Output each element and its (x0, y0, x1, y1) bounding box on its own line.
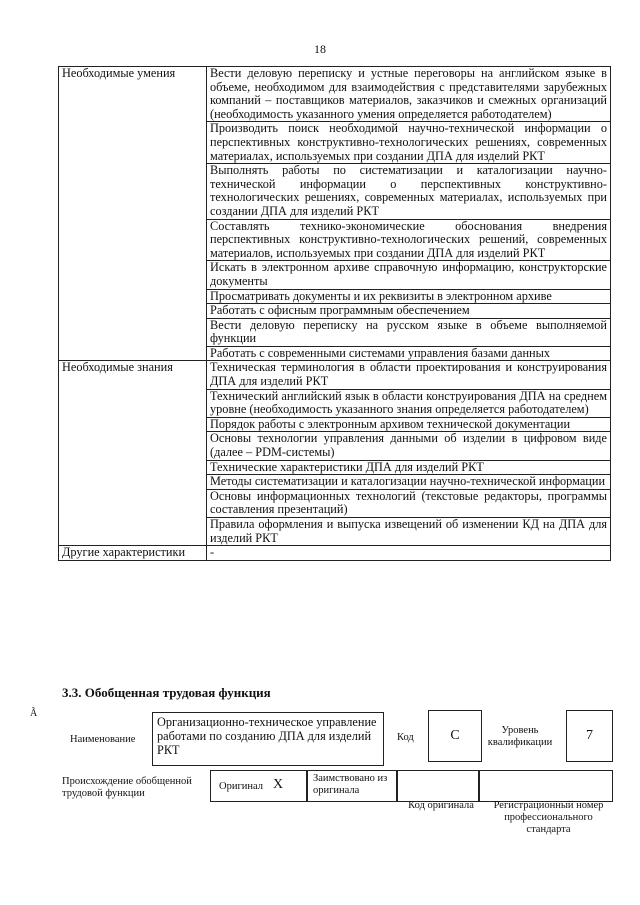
name-value-box (152, 712, 384, 766)
section-title: 3.3. Обобщенная трудовая функция (62, 685, 271, 700)
skills-label: Необходимые умения (59, 67, 207, 361)
borrowed-label: Заимствовано из оригинала (313, 773, 388, 796)
knowledge-item: Основы технологии управления данными об изделии в цифровом виде (далее – PDM-системы) (207, 432, 611, 460)
level-value-box (566, 710, 613, 762)
reg-number-label: Регистрационный номер профессионального стандарта (493, 800, 604, 835)
skills-item: Работать с офисным программным обеспечением (207, 304, 611, 319)
skills-item: Составлять технико-экономические обоснования внедрения перспективных конструктивно-технологических решений, современных материалов, используемых при создании ДПА для изделий РКТ (207, 219, 611, 261)
level-label: Уровень квалификации (487, 725, 553, 748)
skills-item: Работать с современными системами управления базами данных (207, 346, 611, 361)
skills-item: Вести деловую переписку и устные переговоры на английском языке в объеме, необходимом для взаимодействия с представителями зарубежных компаний – поставщиков материалов, заказчиков и смежных организаций (необходимость указанного умения определяется работодателем) (207, 67, 611, 122)
original-box (210, 770, 308, 802)
borrowed-box (306, 770, 398, 802)
skills-item: Вести деловую переписку на русском языке в объеме выполняемой функции (207, 318, 611, 346)
code-original-label: Код оригинала (408, 800, 474, 811)
table-row (59, 546, 611, 561)
margin-mark: Ã (30, 708, 38, 719)
table-row (59, 361, 611, 389)
skills-item: Просматривать документы и их реквизиты в электронном архиве (207, 289, 611, 304)
skills-item: Искать в электронном архиве справочную информацию, конструкторские документы (207, 261, 611, 289)
requirements-table (58, 66, 611, 561)
other-value: - (207, 546, 611, 561)
knowledge-item: Правила оформления и выпуска извещений об изменении КД на ДПА для изделий РКТ (207, 518, 611, 546)
original-label: Оригинал (219, 781, 263, 792)
knowledge-item: Методы систематизации и каталогизации научно-технической информации (207, 475, 611, 490)
code-label: Код (397, 732, 414, 743)
code-value: C (450, 728, 460, 743)
name-value: Организационно-техническое управление работами по созданию ДПА для изделий РКТ (157, 715, 377, 757)
code-original-box (396, 770, 480, 802)
name-label: Наименование (70, 734, 136, 745)
knowledge-item: Порядок работы с электронным архивом технической документации (207, 417, 611, 432)
knowledge-item: Техническая терминология в области проектирования и конструирования ДПА для изделий РКТ (207, 361, 611, 389)
level-value: 7 (586, 728, 593, 743)
skills-item: Производить поиск необходимой научно-технической информации о перспективных конструктивно-технологических решениях, современных материалах, используемых при создании ДПА для изделий РКТ (207, 122, 611, 164)
other-label: Другие характеристики (59, 546, 207, 561)
knowledge-item: Технические характеристики ДПА для изделий РКТ (207, 460, 611, 475)
skills-item: Выполнять работы по систематизации и каталогизации научно-технической информации о перспективных конструктивно-технологических решениях, современных материалах, используемых при создании ДПА для изделий РКТ (207, 164, 611, 219)
page-number: 18 (314, 42, 326, 56)
knowledge-label: Необходимые знания (59, 361, 207, 546)
original-mark: X (273, 777, 284, 792)
code-value-box (428, 710, 482, 762)
knowledge-item: Технический английский язык в области конструирования ДПА на среднем уровне (необходимость указанного знания определяется работодателем) (207, 389, 611, 417)
knowledge-item: Основы информационных технологий (текстовые редакторы, программы составления презентаций) (207, 489, 611, 517)
origin-label: Происхождение обобщенной трудовой функции (62, 776, 192, 799)
reg-number-box (478, 770, 613, 802)
table-row (59, 67, 611, 122)
